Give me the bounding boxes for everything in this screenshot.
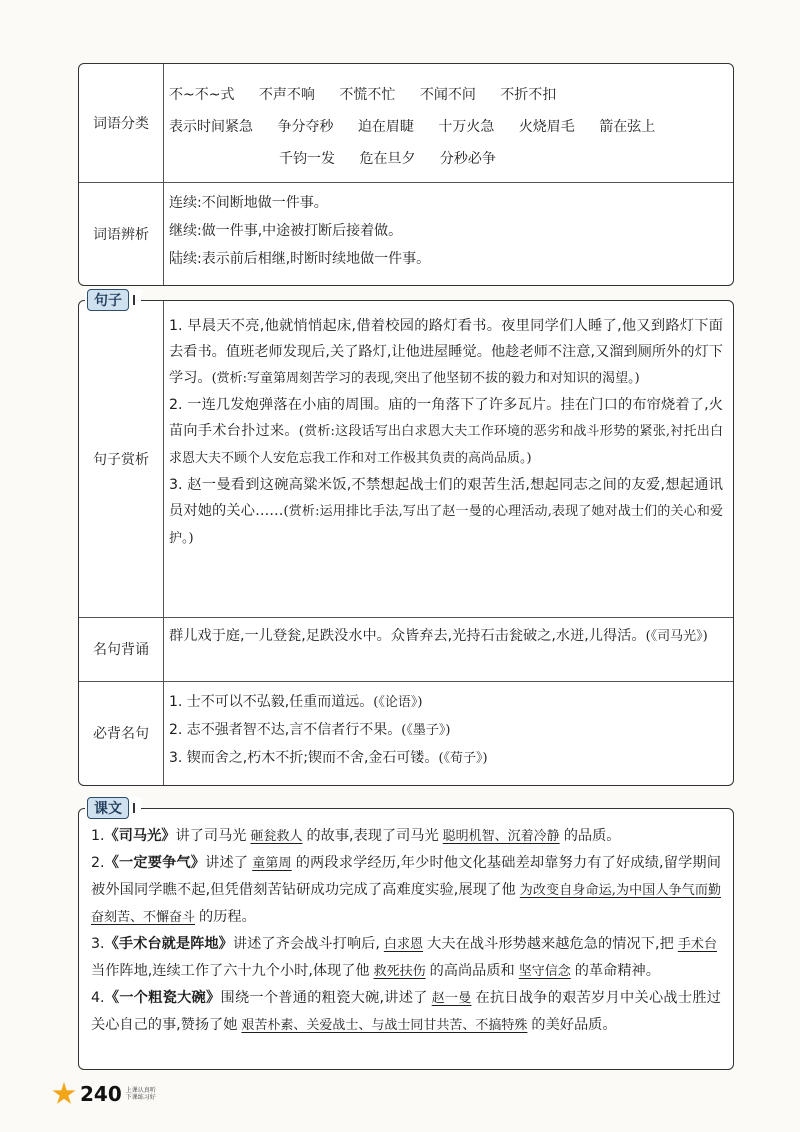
- appreciation-item-3: 3. 赵一曼看到这碗高粱米饭,不禁想起战士们的艰苦生活,想起同志之间的友爱,想起通讯员对她的关心……(赏析:运用排比手法,写出了赵一曼的心理活动,表现了她对战士们的关心和爱护。): [169, 477, 723, 546]
- appreciation-item-1: 1. 早晨天不亮,他就悄悄起床,借着校园的路灯看书。夜里同学们人睡了,他又到路灯下面去看书。值班老师发现后,关了路灯,让他进屋睡觉。他趁老师不注意,又溜到厕所外的灯下学习。(赏析:写童第周刻苦学习的表现,突出了他坚韧不拔的毅力和对知识的渴望。): [169, 318, 723, 386]
- musts-row: [79, 681, 733, 785]
- text-item-1: 1.《司马光》讲了司马光 砸瓮救人 的故事,表现了司马光 聪明机智、沉着冷静 的品质。: [91, 828, 621, 844]
- must-quote-1: 1. 士不可以不弘毅,任重而道远。(《论语》): [169, 694, 423, 710]
- distinguish-line-3: 陆续:表示前后相继,时断时续地做一件事。: [169, 251, 431, 267]
- text-item-3: 3.《手术台就是阵地》讲述了齐会战斗打响后, 白求恩 大夫在战斗形势越来越危急的情况下,把 手术台当作阵地,连续工作了六十九个小时,体现了他 救死扶伤 的高尚品质和 坚守信念 的革命精神。: [91, 936, 717, 979]
- star-icon: [52, 1082, 76, 1106]
- distinguish-row: [79, 182, 733, 285]
- famous-label: 名句背诵: [79, 617, 164, 681]
- vocabulary-table: [78, 63, 734, 286]
- classify-label: 词语分类: [79, 64, 164, 182]
- appreciation-label: 句子赏析: [79, 301, 164, 617]
- famous-quote: 群儿戏于庭,一儿登瓮,足跌没水中。众皆弃去,光持石击瓮破之,水迸,儿得活。(《司马光》): [169, 628, 708, 644]
- texts-box: [78, 801, 734, 1070]
- text-item-4: 4.《一个粗瓷大碗》围绕一个普通的粗瓷大碗,讲述了 赵一曼 在抗日战争的艰苦岁月中关心战士胜过关心自己的事,赞扬了她 艰苦朴素、关爱战士、与战士同甘共苦、不搞特殊 的美好品质。: [91, 990, 721, 1033]
- distinguish-line-2: 继续:做一件事,中途被打断后接着做。: [169, 223, 403, 239]
- text-item-2: 2.《一定要争气》讲述了 童第周 的两段求学经历,年少时他文化基础差却靠努力有了好成绩,留学期间被外国同学瞧不起,但凭借刻苦钻研成功完成了高难度实验,展现了他 为改变自身命运,为中国人争气而勤奋刻苦、不懈奋斗 的历程。: [91, 855, 721, 925]
- musts-label: 必背名句: [79, 681, 164, 785]
- distinguish-line-1: 连续:不间断地做一件事。: [169, 195, 328, 211]
- texts-tag: 课文: [85, 797, 141, 819]
- classify-line-3: 千钧一发 危在旦夕 分秒必争: [279, 151, 496, 167]
- appreciation-item-2: 2. 一连几发炮弹落在小庙的周围。庙的一角落下了许多瓦片。挂在门口的布帘烧着了,火苗向手术台扑过来。(赏析:这段话写出白求恩大夫工作环境的恶劣和战斗形势的紧张,衬托出白求恩大夫不顾个人安危忘我工作和对工作极其负责的高尚品质。): [169, 397, 723, 466]
- footer-brand: 上课认真听 下课练习好: [125, 1087, 156, 1101]
- classify-line-1: 不~不~式 不声不响 不慌不忙 不闻不问 不折不扣: [169, 87, 557, 103]
- classify-row: [79, 64, 733, 183]
- famous-row: [79, 617, 733, 682]
- classify-line-2: 表示时间紧急 争分夺秒 迫在眉睫 十万火急 火烧眉毛 箭在弦上: [169, 119, 656, 135]
- appreciation-row: [79, 301, 733, 618]
- distinguish-label: 词语辨析: [79, 182, 164, 285]
- sentences-table: [78, 293, 734, 786]
- must-quote-3: 3. 锲而舍之,朽木不折;锲而不舍,金石可镂。(《荀子》): [169, 750, 488, 766]
- page-footer: [52, 1082, 158, 1106]
- sentences-tag: 句子: [85, 289, 141, 311]
- page-number: 240: [80, 1082, 122, 1106]
- must-quote-2: 2. 志不强者智不达,言不信者行不果。(《墨子》): [169, 722, 451, 738]
